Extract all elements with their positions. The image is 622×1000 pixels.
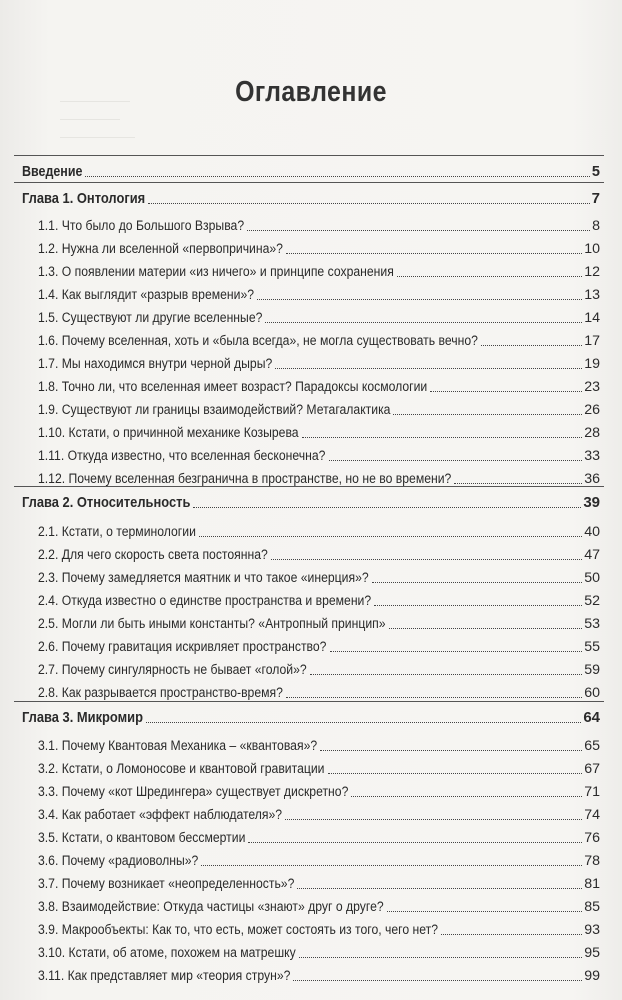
toc-entry-label: 1.10. Кстати, о причинной механике Козырева bbox=[38, 425, 299, 441]
dot-leader bbox=[393, 414, 582, 415]
toc-section-row bbox=[0, 397, 622, 419]
toc-section-row bbox=[0, 733, 622, 755]
toc-page-number: 50 bbox=[584, 570, 600, 586]
toc-section-row bbox=[0, 588, 622, 610]
toc-entry-label: 2.7. Почему сингулярность не бывает «голой»? bbox=[38, 662, 307, 678]
dot-leader bbox=[257, 299, 582, 300]
dot-leader bbox=[85, 176, 589, 177]
toc-page-number: 13 bbox=[584, 287, 600, 303]
dot-leader bbox=[302, 437, 583, 438]
dot-leader bbox=[441, 934, 582, 935]
toc-section-row bbox=[0, 657, 622, 679]
toc-entry-label: 2.1. Кстати, о терминологии bbox=[38, 524, 196, 540]
toc-page-number: 59 bbox=[584, 662, 600, 678]
toc-section-row bbox=[0, 236, 622, 258]
toc-section-row bbox=[0, 848, 622, 870]
toc-section-row bbox=[0, 611, 622, 633]
dot-leader bbox=[293, 980, 582, 981]
toc-section-row bbox=[0, 374, 622, 396]
dot-leader bbox=[372, 582, 582, 583]
toc-page-number: 5 bbox=[591, 164, 600, 180]
toc-section-row bbox=[0, 779, 622, 801]
dot-leader bbox=[275, 368, 582, 369]
dot-leader bbox=[285, 819, 582, 820]
toc-entry-label: 1.7. Мы находимся внутри черной дыры? bbox=[38, 356, 273, 372]
toc-entry-label: 2.2. Для чего скорость света постоянна? bbox=[38, 547, 268, 563]
toc-section-row bbox=[0, 756, 622, 778]
dot-leader bbox=[454, 483, 582, 484]
toc-page-number: 26 bbox=[584, 402, 600, 418]
toc-entry-label: 2.8. Как разрывается пространство-время? bbox=[38, 685, 283, 701]
toc-entry-label: 3.2. Кстати, о Ломоносове и квантовой гравитации bbox=[38, 761, 325, 777]
toc-page-number: 76 bbox=[584, 830, 600, 846]
toc-page-number: 65 bbox=[584, 738, 600, 754]
toc-section-row bbox=[0, 825, 622, 847]
toc-page-number: 36 bbox=[584, 471, 600, 487]
toc-page-number: 14 bbox=[584, 310, 600, 326]
toc-chapter-row bbox=[0, 186, 622, 208]
toc-section-row bbox=[0, 282, 622, 304]
toc-page-number: 74 bbox=[584, 807, 600, 823]
dot-leader bbox=[286, 253, 582, 254]
toc-entry-label: 3.5. Кстати, о квантовом бессмертии bbox=[38, 830, 246, 846]
dot-leader bbox=[328, 773, 583, 774]
toc-entry-label: 1.4. Как выглядит «разрыв времени»? bbox=[38, 287, 255, 303]
dot-leader bbox=[387, 911, 583, 912]
toc-entry-label: 2.3. Почему замедляется маятник и что такое «инерция»? bbox=[38, 570, 369, 586]
toc-section-row bbox=[0, 351, 622, 373]
dot-leader bbox=[193, 507, 581, 508]
toc-entry-label: 2.5. Могли ли быть иными константы? «Антропный принцип» bbox=[38, 616, 386, 632]
toc-entry-label: 1.12. Почему вселенная безгранична в пространстве, но не во времени? bbox=[38, 471, 452, 487]
toc-page-number: 12 bbox=[584, 264, 600, 280]
toc-entry-label: 1.8. Точно ли, что вселенная имеет возраст? Парадоксы космологии bbox=[38, 379, 428, 395]
toc-entry-label: 1.5. Существуют ли другие вселенные? bbox=[38, 310, 263, 326]
toc-entry-label: 1.6. Почему вселенная, хоть и «была всегда», не могла существовать вечно? bbox=[38, 333, 478, 349]
toc-page-number: 60 bbox=[584, 685, 600, 701]
page-title: Оглавление bbox=[235, 76, 387, 108]
dot-leader bbox=[146, 722, 581, 723]
dot-leader bbox=[247, 230, 590, 231]
toc-page-number: 7 bbox=[591, 190, 600, 207]
toc-entry-label: 1.3. О появлении материи «из ничего» и принципе сохранения bbox=[38, 264, 394, 280]
toc-chapter-row bbox=[0, 490, 622, 512]
toc-page-number: 33 bbox=[584, 448, 600, 464]
toc-section-row bbox=[0, 542, 622, 564]
toc-section-row bbox=[0, 213, 622, 235]
toc-entry-label: 3.11. Как представляет мир «теория струн»? bbox=[38, 968, 291, 984]
section-divider bbox=[14, 155, 604, 156]
toc-page-number: 39 bbox=[583, 494, 600, 511]
toc-page-number: 78 bbox=[584, 853, 600, 869]
toc-entry-label: 3.9. Макрообъекты: Как то, что есть, может состоять из того, чего нет? bbox=[38, 922, 439, 938]
toc-page-number: 99 bbox=[584, 968, 600, 984]
toc-section-row bbox=[0, 917, 622, 939]
dot-leader bbox=[397, 276, 582, 277]
toc-entry-label: 3.3. Почему «кот Шредингера» существует дискретно? bbox=[38, 784, 349, 800]
toc-page-number: 93 bbox=[584, 922, 600, 938]
dot-leader bbox=[299, 957, 583, 958]
toc-page-number: 85 bbox=[584, 899, 600, 915]
dot-leader bbox=[430, 391, 582, 392]
dot-leader bbox=[286, 697, 582, 698]
toc-section-row bbox=[0, 565, 622, 587]
toc-entry-label: 1.11. Откуда известно, что вселенная бесконечна? bbox=[38, 448, 326, 464]
toc-entry-label: 2.6. Почему гравитация искривляет пространство? bbox=[38, 639, 327, 655]
section-divider bbox=[14, 701, 604, 702]
toc-section-row bbox=[0, 871, 622, 893]
toc-page-number: 52 bbox=[584, 593, 600, 609]
toc-page-number: 95 bbox=[584, 945, 600, 961]
toc-entry-label: 1.9. Существуют ли границы взаимодействий? Метагалактика bbox=[38, 402, 391, 418]
toc-entry-label: 3.6. Почему «радиоволны»? bbox=[38, 853, 199, 869]
toc-entry-label: Введение bbox=[22, 164, 83, 180]
toc-section-row bbox=[0, 680, 622, 702]
section-divider bbox=[14, 182, 604, 183]
toc-entry-label: 1.1. Что было до Большого Взрыва? bbox=[38, 218, 245, 234]
toc-entry-label: 2.4. Откуда известно о единстве пространства и времени? bbox=[38, 593, 372, 609]
toc-entry-label: 3.7. Почему возникает «неопределенность»? bbox=[38, 876, 295, 892]
toc-entry-label: 3.4. Как работает «эффект наблюдателя»? bbox=[38, 807, 283, 823]
toc-entry-label: 3.8. Взаимодействие: Откуда частицы «знают» друг о друге? bbox=[38, 899, 384, 915]
toc-page-number: 53 bbox=[584, 616, 600, 632]
toc-entry-label: Глава 2. Относительность bbox=[22, 494, 191, 511]
toc-entry-label: 1.2. Нужна ли вселенной «первопричина»? bbox=[38, 241, 283, 257]
dot-leader bbox=[271, 559, 582, 560]
dot-leader bbox=[265, 322, 582, 323]
dot-leader bbox=[351, 796, 582, 797]
toc-section-row bbox=[0, 634, 622, 656]
toc-page-number: 10 bbox=[584, 241, 600, 257]
dot-leader bbox=[330, 651, 583, 652]
toc-section-row bbox=[0, 894, 622, 916]
dot-leader bbox=[389, 628, 583, 629]
dot-leader bbox=[297, 888, 582, 889]
dot-leader bbox=[201, 865, 582, 866]
toc-page-number: 67 bbox=[584, 761, 600, 777]
dot-leader bbox=[148, 203, 589, 204]
toc-entry-label: Глава 1. Онтология bbox=[22, 190, 146, 207]
toc-entry-label: 3.10. Кстати, об атоме, похожем на матрешку bbox=[38, 945, 296, 961]
dot-leader bbox=[320, 750, 582, 751]
toc-page-number: 17 bbox=[584, 333, 600, 349]
dot-leader bbox=[329, 460, 583, 461]
toc-page-number: 64 bbox=[583, 709, 600, 726]
toc-section-row bbox=[0, 305, 622, 327]
toc-page-number: 81 bbox=[584, 876, 600, 892]
dot-leader bbox=[199, 536, 582, 537]
dot-leader bbox=[310, 674, 582, 675]
toc-section-row bbox=[0, 328, 622, 350]
toc-page-number: 71 bbox=[584, 784, 600, 800]
toc-section-row bbox=[0, 802, 622, 824]
toc-section-row bbox=[0, 963, 622, 985]
dot-leader bbox=[374, 605, 582, 606]
toc-section-row bbox=[0, 420, 622, 442]
toc-section-row bbox=[0, 443, 622, 465]
toc-page-number: 40 bbox=[584, 524, 600, 540]
toc-entry-label: Глава 3. Микромир bbox=[22, 709, 143, 726]
toc-page-number: 23 bbox=[584, 379, 600, 395]
toc-page-number: 28 bbox=[584, 425, 600, 441]
section-divider bbox=[14, 486, 604, 487]
dot-leader bbox=[248, 842, 582, 843]
toc-page-number: 55 bbox=[584, 639, 600, 655]
toc-page-number: 8 bbox=[592, 218, 600, 234]
toc-page-number: 19 bbox=[584, 356, 600, 372]
toc-page-number: 47 bbox=[584, 547, 600, 563]
toc-section-row bbox=[0, 519, 622, 541]
toc-chapter-row bbox=[0, 705, 622, 727]
toc-section-row bbox=[0, 466, 622, 488]
toc-section-row bbox=[0, 940, 622, 962]
toc-section-row bbox=[0, 259, 622, 281]
toc-intro-row bbox=[0, 159, 622, 181]
dot-leader bbox=[481, 345, 582, 346]
toc-entry-label: 3.1. Почему Квантовая Механика – «квантовая»? bbox=[38, 738, 318, 754]
